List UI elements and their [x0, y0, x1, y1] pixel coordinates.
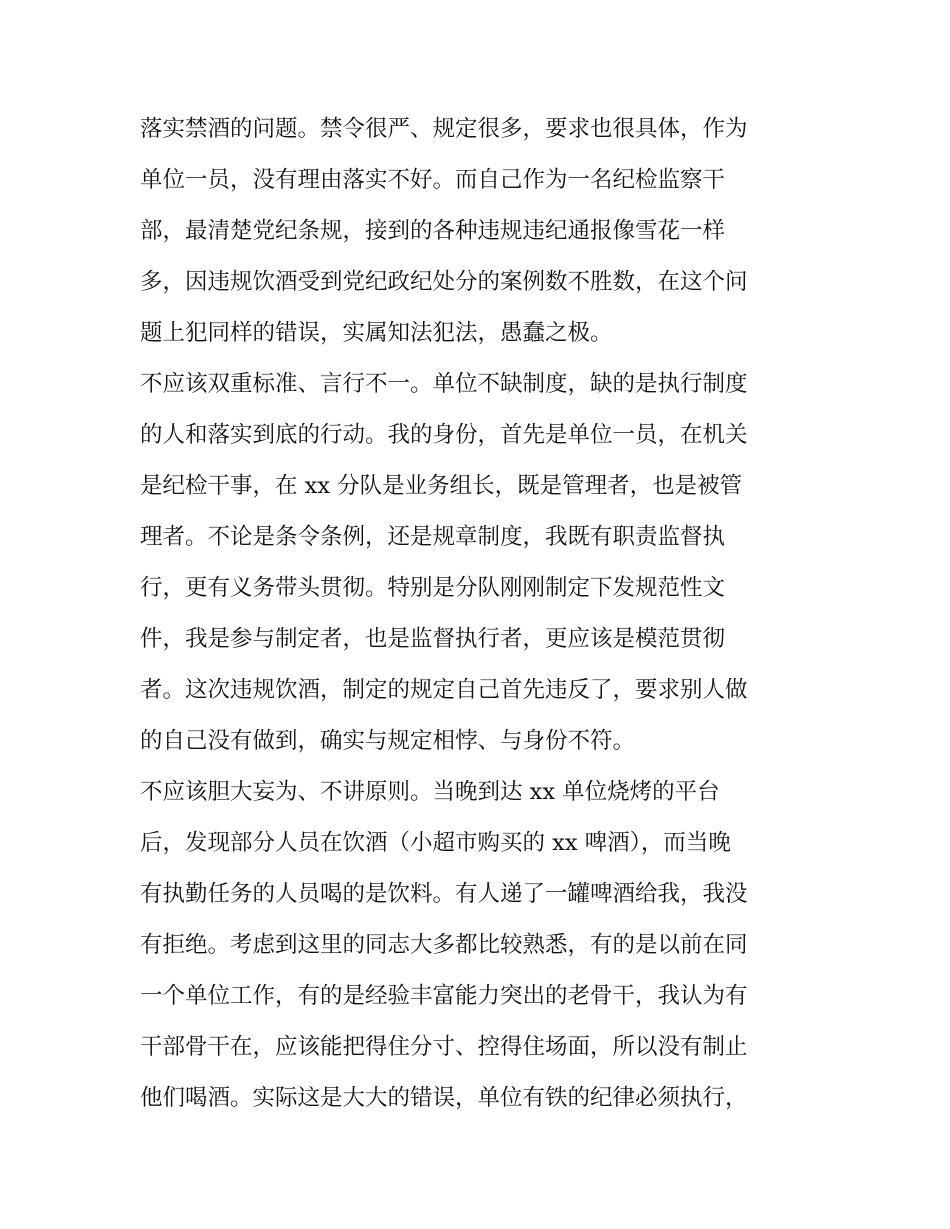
text-line-5: 题上犯同样的错误，实属知法犯法，愚蠢之极。 [140, 320, 613, 346]
text-line-8: 是纪检干事，在 xx 分队是业务组长，既是管理者，也是被管 [140, 473, 743, 499]
text-line-9: 理者。不论是条令条例，还是规章制度，我既有职责监督执 [140, 524, 726, 550]
text-line-16: 有执勤任务的人员喝的是饮料。有人递了一罐啤酒给我，我没 [140, 881, 748, 907]
text-line-11: 件，我是参与制定者，也是监督执行者，更应该是模范贯彻 [140, 626, 726, 652]
text-line-7: 的人和落实到底的行动。我的身份，首先是单位一员，在机关 [140, 422, 748, 448]
text-line-6: 不应该双重标准、言行不一。单位不缺制度，缺的是执行制度 [140, 371, 748, 397]
text-line-17: 有拒绝。考虑到这里的同志大多都比较熟悉，有的是以前在同 [140, 932, 748, 958]
text-line-13: 的自己没有做到，确实与规定相悖、与身份不符。 [140, 728, 636, 754]
text-line-14: 不应该胆大妄为、不讲原则。当晚到达 xx 单位烧烤的平台 [140, 779, 720, 805]
document-body [140, 104, 820, 1124]
text-line-18: 一个单位工作，有的是经验丰富能力突出的老骨干，我认为有 [140, 983, 748, 1009]
text-line-19: 干部骨干在，应该能把得住分寸、控得住场面，所以没有制止 [140, 1034, 748, 1060]
text-line-12: 者。这次违规饮酒，制定的规定自己首先违反了，要求别人做 [140, 677, 748, 703]
text-line-2: 单位一员，没有理由落实不好。而自己作为一名纪检监察干 [140, 167, 726, 193]
text-line-4: 多，因违规饮酒受到党纪政纪处分的案例数不胜数，在这个问 [140, 269, 748, 295]
text-line-1: 落实禁酒的问题。禁令很严、规定很多，要求也很具体，作为 [140, 116, 748, 142]
text-line-3: 部，最清楚党纪条规，接到的各种违规违纪通报像雪花一样 [140, 218, 726, 244]
text-line-15: 后，发现部分人员在饮酒（小超市购买的 xx 啤酒），而当晚 [140, 830, 731, 856]
text-line-10: 行，更有义务带头贯彻。特别是分队刚刚制定下发规范性文 [140, 575, 726, 601]
text-line-20: 他们喝酒。实际这是大大的错误，单位有铁的纪律必须执行， [140, 1085, 748, 1111]
